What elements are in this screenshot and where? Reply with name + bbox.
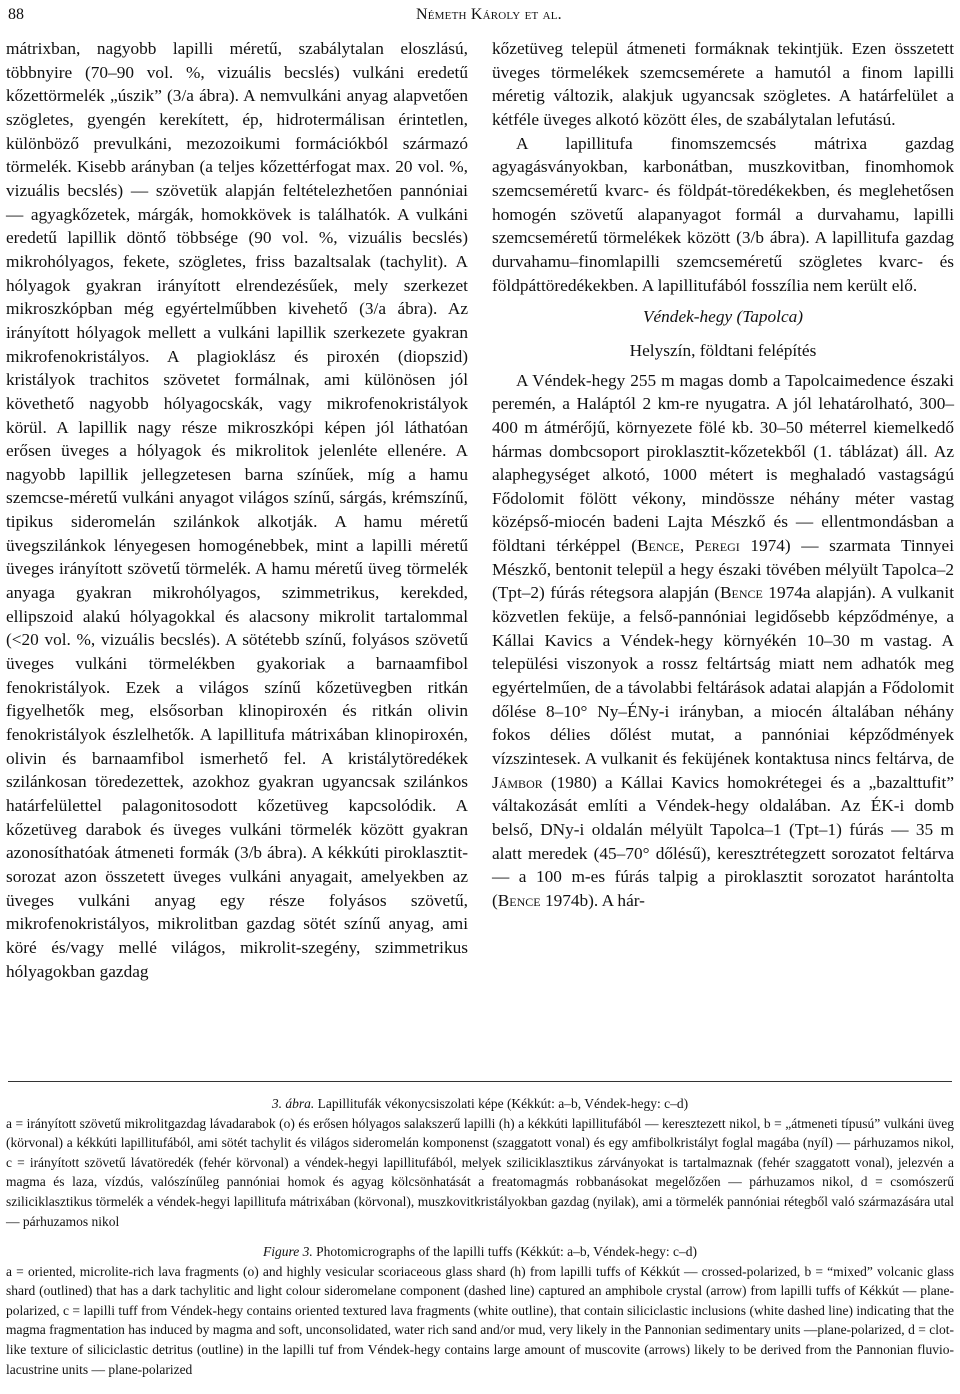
figure-caption-hungarian	[6, 1094, 954, 1231]
author-citation: Bence	[637, 536, 680, 556]
caption-body: a = irányított szövetű mikrolitgazdag lávadarabok (o) és erősen hólyagos salakszerű lapilli (h) a kékkúti lapillitufából — keresztezett nikol, b = „átmeneti típusú” vulkáni üveg (körvonal) a kékkúti lapillitufából, ami sötét tachylit és világos sideromelán komponenst (szaggatott vonal) és egy amfibolkristályt foglal magába (nyíl) — párhuzamos nikol, c = irányított szövetű lávatöredék (fehér körvonal) a véndek-hegyi lapillitufából, melyek sziliciklasztikus zárványokat is tartalmaznak (fehér szaggatott vonal), jelezvén a magma és laza, vízdús, valószínűleg pannóniai homok és agyag kölcsönhatását a freatomagmás robbanásokat megelőzően — párhuzamos nikol, d = csomószerű sziliciklasztikus törmelék a véndek-hegyi lapillitufa mátrixában (körvonal), muszkovitkristályokban gazdag (nyilak), ami a törmelék pannóniai rétegből való származására utal — párhuzamos nikol	[6, 1115, 954, 1229]
body-paragraph: kőzetüveg települ átmeneti formáknak tekintjük. Ezen összetett üveges törmelékek szemcsemérete a hamutól a finom lapilli méretig változik, alakjuk ugyancsak szögletes. A határfelület a kétféle üveges alkotó között éles, de szabálytalan lefutású.	[492, 39, 954, 129]
caption-title-text: Lapillitufák vékonycsiszolati képe (Kékkút: a–b, Véndek-hegy: c–d)	[314, 1096, 689, 1111]
text-run: A Véndek-hegy 255 m magas domb a Tapolcaimedence északi peremén, a Haláptól 2 km-re nyugatra. A jól lehatárolható, 300–400 m átmérőjű, környezete fölé kb. 30–50 méterrel kiemelkedő hármas dombcsoport piroklasztit-kőzetekből (1. táblázat) áll. Az alaphegységet alkotó, 1000 métert is meghaladó vastagságú Fődolomit fölött vékony, mindössze néhány méter vastag középső-miocén badeni Lajta Mészkő és — ellentmondásban a földtani térképpel (	[492, 370, 954, 556]
text-run: ,	[679, 536, 695, 556]
right-column	[492, 37, 954, 913]
caption-divider	[8, 1081, 952, 1082]
text-run: 1974b). A hár-	[540, 890, 645, 910]
page-header	[8, 4, 952, 26]
caption-title	[6, 1242, 954, 1262]
body-paragraph	[492, 369, 954, 913]
page-number: 88	[8, 6, 24, 23]
left-column	[6, 37, 468, 983]
author-citation: Peregi	[694, 536, 740, 556]
text-run: 1974a alapján). A vulkanit közvetlen feküje, a felső-pannóniai legidősebb képződménye, a Kállai Kavics a Véndek-hegy környékén 10–30 m vastag. A települési viszonyok a rossz feltártság miatt nem adhatók meg egyértelműen, de a távolabbi feltárások adatai alapján a Fődolomit dőlése 8–10° Ny–ÉNy-i irányban, a miocén általában néhány fokos délies dőlést mutat, a pannóniai képződmények vízszintesek. A vulkanit és feküjének kontaktusa nincs feltárva, de	[492, 583, 954, 769]
figure-caption-english	[6, 1242, 954, 1379]
author-citation: Bence	[720, 583, 763, 603]
section-title: Véndek-hegy (Tapolca)	[642, 307, 804, 327]
author-citation: Jámbor	[492, 772, 543, 792]
body-paragraph: A lapillitufa finomszemcsés mátrixa gazdag agyagásványokban, karbonátban, muszkovitban, finomhomok szemcseméretű kvarc- és földpát-töredékekben, és meglehetősen homogén szövetű alapanyagot formál a durvahamu, lapilli szemcseméretű törmelékek között (3/b ábra). A lapillitufa gazdag durvahamu–finomlapilli szemcseméretű szögletes kvarc- és földpáttöredékekben. A lapillitufából fosszília nem került elő.	[492, 133, 954, 295]
author-citation: Bence	[497, 890, 541, 910]
subsection-title: Helyszín, földtani felépítés	[629, 340, 817, 360]
caption-body: a = oriented, microlite-rich lava fragments (o) and highly vesicular scoriaceous glass shard (h) from lapilli tuffs of Kékkút — crossed-polarized, b = “mixed” volcanic glass shard (outlined) that has a dark tachylitic and light colour sideromelane component (dashed line) captured an amphibole crystal (arrow) from lapilli tuffs of Kékkút — plane-polarized, c = lapilli tuff from Véndek-hegy contains oriented textured lava fragments (white outline), that contain siliciclastic inclusions (white dashed line) indicating that the magma fragmentation has induced by magma and soft, unconsolidated, water rich sand and/or mud, very likely in the Pannonian sedimentary units —plane-polarized, d = clot-like texture of siliciclastic detritus (outline) in the lapilli tuf from Véndek-hegy contains large amount of muscovite (arrows) likely to be derived from the Pannonian fluvio-lacustrine units — plane-polarized	[6, 1263, 954, 1377]
caption-title-text: Photomicrographs of the lapilli tuffs (Kékkút: a–b, Véndek-hegy: c–d)	[312, 1244, 697, 1259]
body-paragraph: mátrixban, nagyobb lapilli méretű, szabálytalan eloszlású, többnyire (70–90 vol. %, vizuális becslés) vulkáni eredetű kőzettörmelék „úszik” (3/a ábra). A nemvulkáni anyag alapvetően szögletes, gyengén kerekített, ép, hidrotermálisan érintetlen, különböző prevulkáni, mezozoikumi formációkból származó törmelék. Kisebb arányban (a teljes kőzettérfogat max. 20 vol. %, vizuális becslés) — szövetük alapján feltételezhetően pannóniai — agyagkőzetek, márgák, homokkövek is találhatók. A vulkáni eredetű lapillik döntő többsége (90 vol. %, vizuális becslés) mikrohólyagos, fekete, szögletes, friss bazaltsalak (tachylit). A hólyagok gyakran irányított elrendezésűek, mely szerkezet mikroszkópban még egyértelműbben kivehető (3/a ábra). Az irányított hólyagok mellett a vulkáni lapillik szerkezete gyakran mikrofenokristályos. A plagioklász és piroxén (diopszid) kristályok trachitos szövetet formálnak, ami különösen jól követhető nagyobb hólyagocskák, vagy mikrofenokristályok körül. A lapillik nagy része mikroszkópi képen jól láthatóan erősen üveges a hólyagok és mikrolitok jelenléte ellenére. A nagyobb lapillik jellegzetesen barna színűek, míg a hamu szemcse-méretű vulkáni anyagot világos színű, sárgás, krémszínű, tipikus sideromelán szilánkok alkotják. A hamu méretű üvegszilánkok lényegesen homogénebbek, mint a lapilli méretű üveges irányított szövetű törmelék. A hamu méretű üveg törmelék anyaga gyakran mikrohólyagos, szimmetrikus, kerekded, ellipszoid alakú hólyagokkal és alacsony mikrolit tartalommal (<20 vol. %, vizuális becslés). A sötétebb színű, folyásos szövetű üveges vulkáni törmelékben gyakoriak a barnaamfibol fenokristályok. Ezek a világos színű kőzetüvegben ritkán figyelhetők meg, elsősorban klinopiroxén és ritkán olivin fenokristályok észlelhetők. A lapillitufa mátrixában klinopiroxén, olivin és barnaamfibol ismerhető fel. A kristálytöredékek szilánkosan töredezettek, azokhoz gyakran ugyancsak szilánkos határfelülettel palagonitosodott kőzetüveg kapcsolódik. A kőzetüveg darabok és üveges vulkáni törmelék között gyakran azonosíthatóak átmeneti formák (3/b ábra). A kékkúti piroklasztit-sorozat azon összetett üveges vulkáni anyagait, amelyekben az üveges vulkáni anyag egy része folyásos szövetű, mikrofenokristályos, mikrolitban gazdag sötét színű anyag, ami köré és/vagy mellé világos, mikrolit-szegény, szimmetrikus hólyagokban gazdag	[6, 39, 468, 981]
caption-title	[6, 1094, 954, 1114]
figure-label: Figure 3.	[263, 1244, 313, 1259]
running-head: Németh Károly et al.	[416, 6, 562, 23]
text-run: (1980) a Kállai Kavics homokrétegei és a „bazalttufit” váltakozását említi a Véndek-hegy oldalában. Az ÉK-i domb belső, DNy-i oldalán mélyült Tapolca–1 (Tpt–1) fúrás — 35 m alatt meredek (45–70° dőlésű), keresztrétegzett sorozatot feltárva — a 100 m-es fúrás talpig a piroklasztit sorozatot harántolta (	[492, 772, 954, 910]
text-run: 1974) — szarmata Tinnyei Mészkő, bentonit települ a hegy északi tövében mélyült Tapolca–2 (Tpt–2) fúrás rétegsora alapján (	[492, 536, 955, 603]
figure-label: 3. ábra.	[271, 1096, 315, 1111]
